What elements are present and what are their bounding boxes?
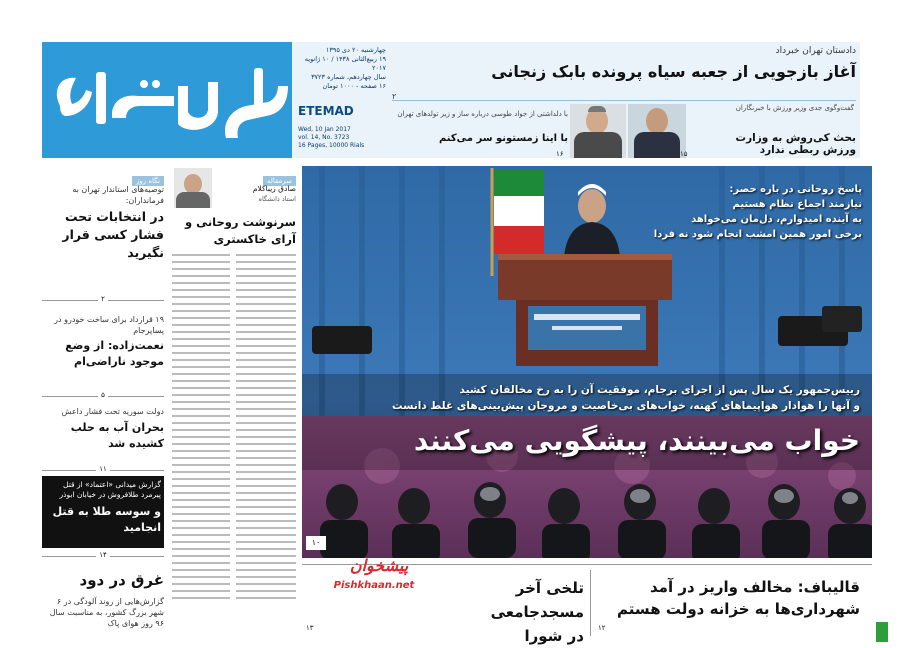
left-item3-headline[interactable]: بحران آب به حلب کشیده شد [70, 421, 164, 450]
story2-page: ۱۵ [680, 150, 688, 158]
masthead-divider [392, 100, 856, 101]
section-tag: نگاه روز [132, 176, 164, 186]
bottom-story2-line2: در شورا [524, 627, 584, 645]
left-divider-4: ۱۴ [42, 556, 164, 565]
bottom-story2-page: ۱۳ [306, 624, 314, 632]
main-subhead-kicker: پاسخ روحانی در باره حصر: [729, 184, 862, 195]
latin-title: ETEMAD [298, 104, 354, 118]
portrait-sports-minister [628, 104, 686, 158]
story2-kicker: گفت‌وگوی جدی وزیر ورزش با خبرنگاران [735, 104, 854, 112]
top-story-kicker: دادستان تهران خبرداد [775, 46, 856, 56]
editorial-tag: سرمقاله [263, 176, 296, 186]
main-story-page: ۱۰ [306, 536, 326, 550]
latin-date-info [298, 126, 364, 150]
left-item1-kicker: توصیه‌های استاندار تهران به فرمانداران: [72, 185, 164, 205]
story3-page: ۱۶ [556, 150, 564, 158]
left-item2-headline[interactable]: نعمت‌زاده: از وضع موجود ناراضی‌ام [65, 339, 164, 368]
bottom-story1-page: ۱۲ [598, 624, 606, 632]
bottom-story2-headline[interactable] [430, 576, 584, 648]
editorial-headline[interactable]: سرنوشت روحانی و آرای خاکستری [185, 215, 296, 246]
newspaper-logo [42, 42, 292, 158]
pishkhaan-logo: پیشخوان [349, 556, 409, 575]
top-story-headline[interactable]: آغاز بازجویی از جعبه سیاه پرونده بابک زنجانی [491, 62, 856, 81]
main-subhead [642, 182, 862, 242]
top-story-page: ۲ [392, 92, 397, 101]
left-item4-headline: و سوسه طلا به قتل انجامید [52, 505, 161, 534]
issue-number: سال چهاردهم، شماره ۳۷۲۳ [311, 73, 386, 81]
issue-date-info [296, 46, 386, 91]
left-item1-headline[interactable]: در انتخابات تحت فشار کسی قرار نگیرید [62, 209, 164, 260]
editorial-body-col-left [172, 254, 230, 604]
date-hijri: ۱۹ ربیع‌الثانی ۱۴۳۸ / ۱۰ ژانویه ۲۰۱۷ [304, 55, 386, 72]
story3-headline[interactable]: با اینا زمستونو سر می‌کنم [438, 133, 568, 144]
portrait-zibakalam [174, 168, 212, 208]
left-divider-2: ۵ [42, 396, 164, 405]
main-headline[interactable]: خواب می‌بینند، پیشگویی می‌کنند [413, 424, 860, 457]
corner-color-mark [876, 622, 888, 642]
main-deck-line1: رییس‌جمهور یک سال پس از اجرای برجام، موفقیت آن را به رخ مخالفان کشید [459, 384, 860, 396]
pages-english: 16 Pages, 10000 Rials [298, 142, 365, 149]
editorial-author-role: استاد دانشگاه [258, 195, 296, 203]
left-item4-kicker: گزارش میدانی «اعتماد» از قتل پیرمرد طلافروش در خیابان ابوذر [59, 480, 161, 499]
story3-kicker: با دلداشتی از جواد طوسی درباره ساز و زیر تولدهای تهران [397, 110, 568, 118]
issue-english: vol. 14, No. 3723 [298, 134, 350, 141]
editorial-author: صادق زیباکلام [252, 184, 296, 193]
date-persian: چهارشنبه ۲۰ دی ۱۳۹۵ [325, 46, 386, 54]
pishkhaan-url: Pishkhaan.net [333, 580, 415, 591]
editorial-body-col-right [236, 254, 296, 604]
story2-headline[interactable]: بحث کی‌روش به وزارت ورزش ربطی ندارد [735, 132, 856, 156]
left-divider-3: ۱۱ [42, 470, 164, 479]
bottom-story1-line2: شهرداری‌ها به خزانه دولت هستم [617, 600, 860, 618]
left-divider-1: ۲ [42, 300, 164, 309]
bottom-column-divider [590, 570, 591, 636]
main-photo[interactable] [302, 166, 872, 558]
left-item3-kicker: دولت سوریه تحت فشار داعش [61, 407, 164, 416]
left-item2-kicker: ۱۹ قرارداد برای ساخت خودرو در پساپرجام [54, 315, 164, 335]
logo-calligraphy-icon [42, 42, 292, 158]
main-subhead-line2: به آینده امیدوارم، دل‌مان می‌خواهد [691, 214, 862, 225]
left-item5-kicker: گزارش‌هایی از روند آلودگی در ۶ شهر بزرگ کشور، به مناسبت سال ۹۶ روز هوای پاک [49, 597, 164, 628]
bottom-story1-line1: قالیباف: مخالف واریز در آمد [650, 578, 860, 596]
left-item4-box[interactable] [42, 476, 164, 548]
bottom-story1-headline[interactable] [596, 576, 860, 620]
main-deck [314, 382, 860, 414]
date-english: Wed, 10 Jan 2017 [298, 126, 351, 133]
main-subhead-line3: برخی امور همین امشب انجام شود نه فردا [653, 229, 862, 240]
bottom-story2-line1: تلخی آخر مسجدجامعی [490, 579, 584, 621]
page-count-price: ۱۶ صفحه - ۱۰۰۰ تومان [322, 82, 386, 90]
portrait-javad-tousi [570, 104, 626, 158]
left-item5-headline[interactable]: غرق در دود [79, 571, 164, 589]
main-subhead-line1: نیازمند اجماع نظام هستیم [732, 199, 862, 210]
main-deck-line2: و آنها را هوادار هواپیماهای کهنه، خواب‌های بی‌خاصیت و مروجان پیش‌بینی‌های غلط دانست [392, 400, 860, 412]
